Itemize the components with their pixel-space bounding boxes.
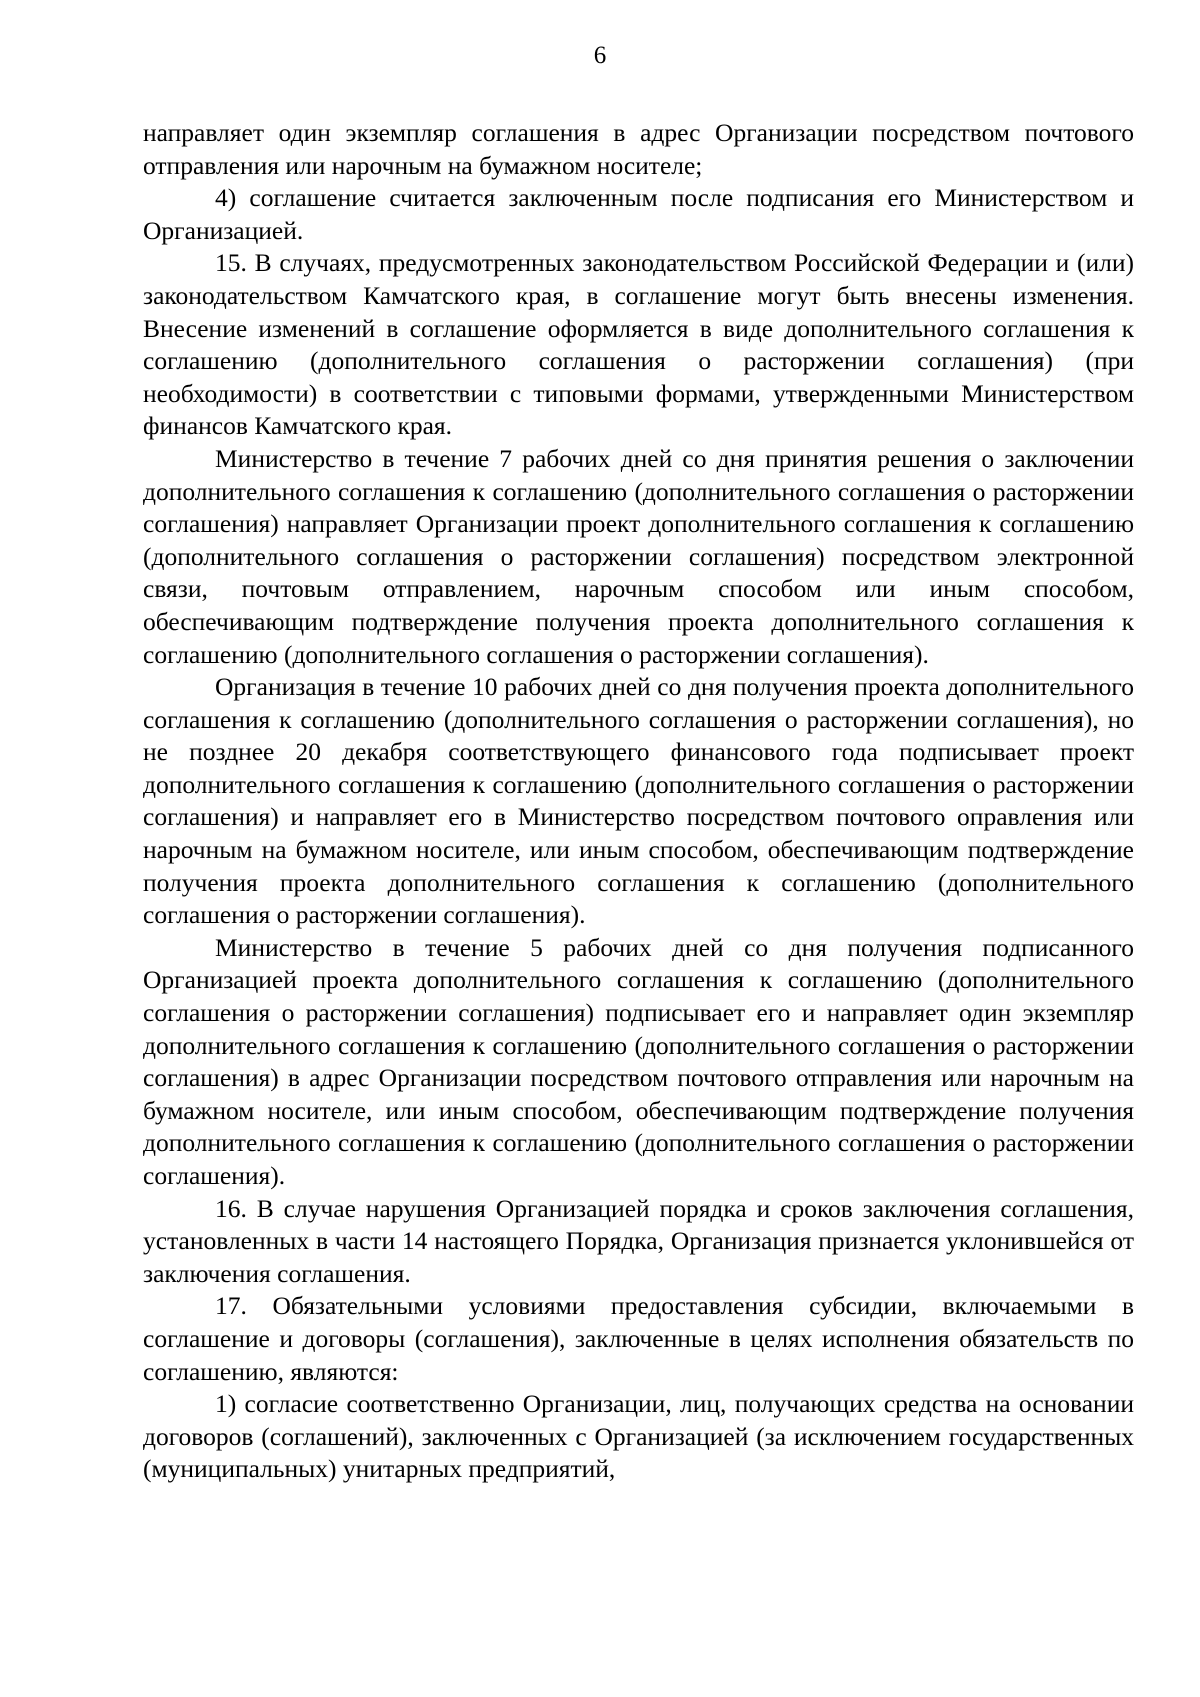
paragraph: 16. В случае нарушения Организацией порядка и сроков заключения соглашения, установленных в части 14 настоящего Порядка, Организация признается уклонившейся от заключения соглашения. <box>143 1193 1134 1288</box>
page-number: 6 <box>593 42 607 69</box>
paragraph: 15. В случаях, предусмотренных законодательством Российской Федерации и (или) законодательством Камчатского края, в соглашение могут быть внесены изменения. Внесение изменений в соглашение оформляется в виде дополнительного соглашения к соглашению (дополнительного соглашения о расторжении соглашения) (при необходимости) в соответствии с типовыми формами, утвержденными Министерством финансов Камчатского края. <box>143 248 1134 441</box>
paragraph: Организация в течение 10 рабочих дней со дня получения проекта дополнительного соглашения к соглашению (дополнительного соглашения о расторжении соглашения), но не позднее 20 декабря соответствующего финансового года подписывает проект дополнительного соглашения к соглашению (дополнительного соглашения о расторжении соглашения) и направляет его в Министерство посредством почтового оправления или нарочным на бумажном носителе, или иным способом, обеспечивающим подтверждение получения проекта дополнительного соглашения к соглашению (дополнительного соглашения о расторжении соглашения). <box>143 672 1134 930</box>
paragraph: Министерство в течение 5 рабочих дней со дня получения подписанного Организацией проекта дополнительного соглашения к соглашению (дополнительного соглашения о расторжении соглашения) подписывает его и направляет один экземпляр дополнительного соглашения к соглашению (дополнительного соглашения о расторжении соглашения) в адрес Организации посредством почтового отправления или нарочным на бумажном носителе, или иным способом, обеспечивающим подтверждение получения дополнительного соглашения к соглашению (дополнительного соглашения о расторжении соглашения). <box>143 932 1134 1190</box>
paragraph: 17. Обязательными условиями предоставления субсидии, включаемыми в соглашение и договоры (соглашения), заключенные в целях исполнения обязательств по соглашению, являются: <box>143 1291 1134 1386</box>
paragraph: Министерство в течение 7 рабочих дней со дня принятия решения о заключении дополнительного соглашения к соглашению (дополнительного соглашения о расторжении соглашения) направляет Организации проект дополнительного соглашения к соглашению (дополнительного соглашения о расторжении соглашения) посредством электронной связи, почтовым отправлением, нарочным способом или иным способом, обеспечивающим подтверждение получения проекта дополнительного соглашения к соглашению (дополнительного соглашения о расторжении соглашения). <box>143 443 1134 669</box>
paragraph: 4) соглашение считается заключенным после подписания его Министерством и Организацией. <box>143 183 1134 245</box>
paragraph: направляет один экземпляр соглашения в адрес Организации посредством почтового отправления или нарочным на бумажном носителе; <box>143 118 1134 180</box>
document-body <box>143 117 1134 1486</box>
paragraph: 1) согласие соответственно Организации, лиц, получающих средства на основании договоров (соглашений), заключенных с Организацией (за исключением государственных (муниципальных) унитарных предприятий, <box>143 1389 1134 1484</box>
